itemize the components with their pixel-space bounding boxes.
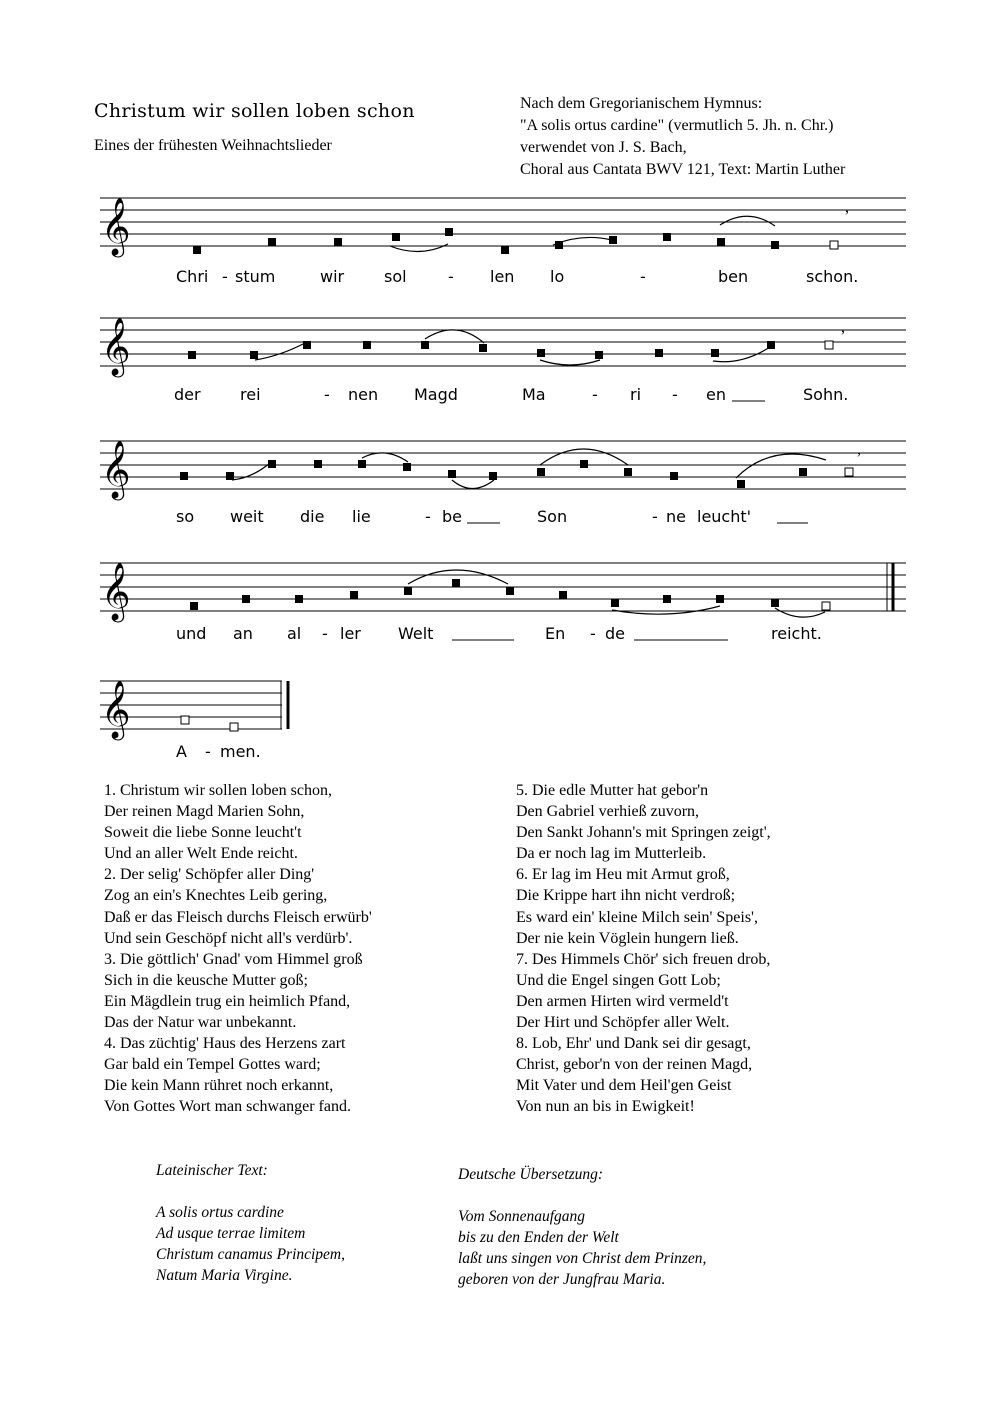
verse-line: Daß er das Fleisch durchs Fleisch erwürb' [104, 908, 372, 926]
verse-line: 6. Er lag im Heu mit Armut groß, [516, 866, 730, 884]
note [670, 472, 678, 480]
breath-mark: , [841, 319, 845, 336]
lyric-syllable: - [672, 385, 678, 404]
verse-line: 2. Der selig' Schöpfer aller Ding' [104, 866, 315, 884]
lyric-syllable: Sohn. [803, 385, 849, 404]
breath-mark: , [845, 199, 849, 216]
verse-line: Und die Engel singen Gott Lob; [516, 971, 721, 989]
verse-line: Und sein Geschöpf nicht all's verdürb'. [104, 929, 353, 947]
verse-line: Der Hirt und Schöpfer aller Welt. [516, 1014, 730, 1032]
verse-line: Christ, gebor'n von der reinen Magd, [516, 1056, 753, 1074]
verse-line: Mit Vater und dem Heil'gen Geist [516, 1077, 732, 1095]
lyric-syllable: Son [537, 507, 568, 526]
note [537, 349, 545, 357]
note [711, 349, 719, 357]
note [363, 341, 371, 349]
note-open [845, 468, 853, 476]
note [716, 595, 724, 603]
latin-line: Natum Maria Virgine. [156, 1267, 293, 1284]
lyric-syllable: sol [384, 267, 407, 286]
note [445, 228, 453, 236]
verse-line: 4. Das züchtig' Haus des Herzens zart [104, 1035, 346, 1053]
verse-line: Die Krippe hart ihn nicht verdroß; [516, 887, 736, 905]
german-heading: Deutsche Übersetzung: [458, 1166, 604, 1183]
latin-line: Christum canamus Principem, [156, 1246, 346, 1263]
lyric-syllable: der [174, 385, 201, 404]
staff-system-4 [100, 562, 906, 623]
verse-line: Von Gottes Wort man schwanger fand. [104, 1098, 351, 1116]
verse-line: Und an aller Welt Ende reicht. [104, 845, 298, 863]
lyric-syllable: len [490, 267, 515, 286]
latin-text [156, 1160, 345, 1286]
note [193, 246, 201, 254]
german-line: bis zu den Enden der Welt [458, 1229, 619, 1246]
lyric-syllable: rei [240, 385, 261, 404]
treble-clef-icon: 𝄞 [101, 680, 131, 738]
verse-line: 1. Christum wir sollen loben schon, [104, 782, 332, 799]
lyric-syllable: - [448, 267, 454, 286]
verse-line: Zog an ein's Knechtes Leib gering, [104, 887, 328, 905]
note-open [230, 723, 238, 731]
note [448, 470, 456, 478]
lyric-syllable: - [425, 507, 431, 526]
verse-line: Sich in die keusche Mutter goß; [104, 971, 308, 989]
treble-clef-icon: 𝄞 [101, 317, 131, 375]
lyric-syllable: En [545, 624, 566, 643]
song-title: Christum wir sollen loben schon [94, 100, 415, 122]
lyric-syllable: ben [718, 267, 749, 286]
lyric-syllable: A [176, 742, 187, 761]
slur [425, 330, 484, 343]
note [771, 599, 779, 607]
note [771, 241, 779, 249]
note [404, 587, 412, 595]
note [479, 344, 487, 352]
note [403, 463, 411, 471]
verse-line: Den armen Hirten wird vermeld't [516, 992, 729, 1010]
lyric-syllable: ri [630, 385, 642, 404]
verse-line: Den Sankt Johann's mit Springen zeigt', [516, 824, 771, 842]
lyric-syllable: Magd [414, 385, 458, 404]
note [737, 480, 745, 488]
lyric-syllable: so [176, 507, 195, 526]
note [537, 468, 545, 476]
note [188, 351, 196, 359]
note-open [822, 602, 830, 610]
source-line: "A solis ortus cardine" (vermutlich 5. Jh. n. Chr.) [520, 117, 834, 134]
note [624, 468, 632, 476]
note-open [825, 341, 833, 349]
verse-line: Der reinen Magd Marien Sohn, [104, 803, 305, 821]
verse-line: 5. Die edle Mutter hat gebor'n [516, 782, 709, 799]
slur [362, 453, 408, 462]
treble-clef-icon: 𝄞 [101, 562, 131, 620]
lyric-syllable: leucht' [697, 507, 752, 526]
note [250, 351, 258, 359]
lyric-syllable: - [590, 624, 596, 643]
lyric-syllable: weit [230, 507, 264, 526]
verse-line: Die kein Mann rühret noch erkannt, [104, 1077, 334, 1095]
lyric-syllable: Welt [398, 624, 434, 643]
note [717, 238, 725, 246]
source-line: Nach dem Gregorianischem Hymnus: [520, 95, 763, 112]
note [350, 591, 358, 599]
note [190, 602, 198, 610]
lyric-syllable: die [300, 507, 325, 526]
note-open [181, 716, 189, 724]
note [611, 599, 619, 607]
german-line: geboren von der Jungfrau Maria. [458, 1271, 666, 1288]
lyric-syllable: en [706, 385, 726, 404]
treble-clef-icon: 𝄞 [101, 440, 131, 498]
lyric-syllable: be [442, 507, 462, 526]
slur [612, 606, 720, 614]
note [580, 460, 588, 468]
lyric-syllable: men. [220, 742, 261, 761]
staff-system-1 [100, 197, 906, 258]
source-line: verwendet von J. S. Bach, [520, 139, 687, 156]
song-subtitle: Eines der frühesten Weihnachtslieder [94, 137, 332, 154]
verse-line: Den Gabriel verhieß zuvorn, [516, 803, 700, 821]
verse-line: Ein Mägdlein trug ein heimlich Pfand, [104, 992, 351, 1010]
verse-line: Da er noch lag im Mutterleib. [516, 845, 707, 863]
lyric-syllable: nen [348, 385, 379, 404]
lyric-syllable: lo [550, 267, 565, 286]
lyric-syllable: Ma [522, 385, 546, 404]
verse-line: Gar bald ein Tempel Gottes ward; [104, 1056, 321, 1074]
lyric-syllable: ler [340, 624, 361, 643]
verse-line: Das der Natur war unbekannt. [104, 1014, 297, 1032]
lyric-syllable: an [233, 624, 253, 643]
note [799, 468, 807, 476]
note [452, 579, 460, 587]
lyric-syllable: schon. [806, 267, 859, 286]
note [268, 238, 276, 246]
german-translation [458, 1164, 706, 1290]
lyric-syllable: - [640, 267, 646, 286]
lyric-syllable: stum [235, 267, 276, 286]
note [501, 246, 509, 254]
note [226, 472, 234, 480]
lyric-syllable: ne [666, 507, 686, 526]
source-line: Choral aus Cantata BWV 121, Text: Martin Luther [520, 161, 846, 178]
lyric-syllable: Chri [176, 267, 209, 286]
lyric-syllable: - [592, 385, 598, 404]
slur [255, 343, 305, 360]
staff-system-2 [100, 317, 906, 378]
german-line: Vom Sonnenaufgang [458, 1208, 586, 1225]
verses-column-right [516, 780, 771, 1118]
lyric-syllable: reicht. [771, 624, 822, 643]
german-line: laßt uns singen von Christ dem Prinzen, [458, 1250, 707, 1267]
latin-line: Ad usque terrae limitem [156, 1225, 306, 1242]
lyric-syllable: lie [352, 507, 371, 526]
note [303, 341, 311, 349]
slur [775, 608, 825, 617]
lyrics [174, 267, 858, 761]
verse-line: 8. Lob, Ehr' und Dank sei dir gesagt, [516, 1035, 751, 1053]
note [358, 460, 366, 468]
verse-line: Soweit die liebe Sonne leucht't [104, 824, 302, 842]
lyric-syllable: al [287, 624, 302, 643]
lyric-syllable: - [205, 742, 211, 761]
staff-system-3 [100, 440, 906, 501]
note-open [830, 241, 838, 249]
note [334, 238, 342, 246]
slur [736, 454, 826, 478]
note [663, 233, 671, 241]
note [314, 460, 322, 468]
lyric-syllable: - [222, 267, 228, 286]
lyric-syllable: und [176, 624, 207, 643]
note [421, 341, 429, 349]
slur [540, 360, 600, 365]
note [663, 595, 671, 603]
verses-column-left [104, 780, 372, 1118]
latin-heading: Lateinischer Text: [156, 1162, 268, 1179]
note [180, 472, 188, 480]
note [506, 587, 514, 595]
verse-line: Von nun an bis in Ewigkeit! [516, 1098, 695, 1116]
note [559, 591, 567, 599]
lyric-syllable: - [652, 507, 658, 526]
lyric-syllable: de [605, 624, 625, 643]
verse-line: Es ward ein' kleine Milch sein' Speis', [516, 908, 758, 926]
slur [720, 216, 775, 226]
latin-line: A solis ortus cardine [156, 1204, 284, 1221]
note [242, 595, 250, 603]
lyric-syllable: - [322, 624, 328, 643]
note [392, 233, 400, 241]
lyric-syllable: wir [320, 267, 345, 286]
note [295, 595, 303, 603]
lyric-syllable: - [324, 385, 330, 404]
note [489, 472, 497, 480]
slur [390, 244, 448, 252]
breath-mark: , [857, 441, 861, 458]
treble-clef-icon: 𝄞 [101, 197, 131, 255]
note [595, 351, 603, 359]
verse-line: Der nie kein Vöglein hungern ließ. [516, 929, 739, 947]
note [655, 349, 663, 357]
staff-system-5 [100, 680, 288, 741]
slur [452, 480, 494, 489]
verse-line: 3. Die göttlich' Gnad' vom Himmel groß [104, 950, 363, 968]
verse-line: 7. Des Himmels Chör' sich freuen drob, [516, 950, 771, 968]
